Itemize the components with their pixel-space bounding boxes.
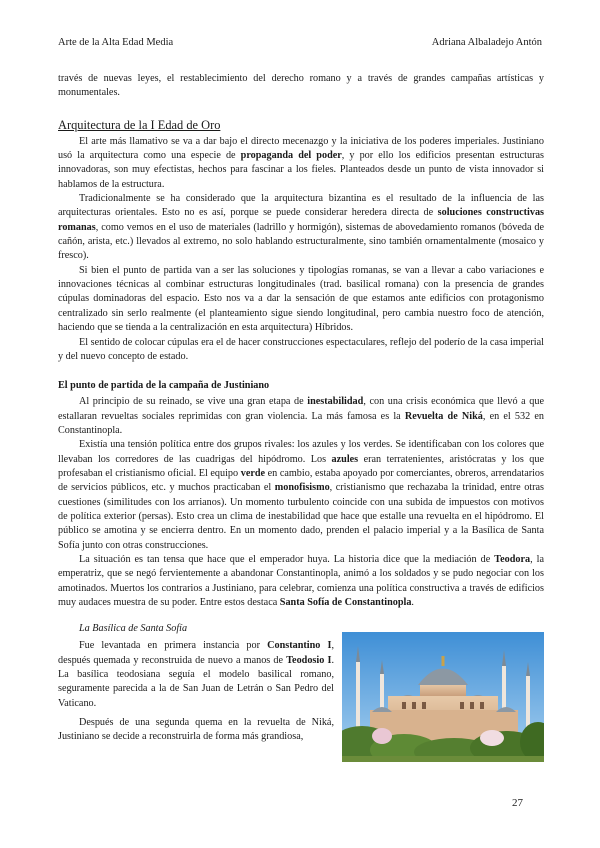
paragraph: El sentido de colocar cúpulas era el de hacer construcciones espectaculares, reflejo del poderío de la casa imperial y del nuevo concepto de estado. bbox=[58, 336, 544, 362]
page-header bbox=[58, 37, 542, 53]
document-body bbox=[58, 72, 544, 745]
header-author: Adriana Albaladejo Antón bbox=[431, 37, 542, 48]
intro-paragraph: través de nuevas leyes, el restablecimiento del derecho romano y a través de grandes campañas artísticas y monumentales. bbox=[58, 73, 544, 99]
bold-term: Revuelta de Niká bbox=[404, 410, 483, 422]
bold-term: Santa Sofía de Constantinopla bbox=[279, 597, 412, 608]
paragraph: Tradicionalmente se ha considerado que la arquitectura bizantina es el resultado de la influencia de las arquitecturas orientales. Esto no es así, porque se puede considerar heredera directa de soluciones constructivas romanas, como vemos en el uso de materiales (ladrillo y hormigón), sistemas de abovedamiento romanos (bóveda de cañón, arista, etc.) llevados al extremo, no solo hablando estructuralmente, sino también ornamentalmente (mosaico y fresco). bbox=[58, 193, 545, 262]
paragraph: Fue levantada en primera instancia por Constantino I, después quemada y reconstruida de nuevo a manos de Teodosio I. La basílica teodosiana seguía el modelo basilical romano, seguramente parecida a la de San Juan de Letrán o San Pedro del Vaticano. bbox=[58, 640, 335, 709]
page-number: 27 bbox=[512, 797, 523, 809]
paragraph: La situación es tan tensa que hace que el emperador huya. La historia dice que la mediación de Teodora, la emperatriz, que se negó fervientemente a abandonar Constantinopla, animó a los soldados y se pudo negociar con los amotinados. Muertos los contrarios a Justiniano, para celebrar, comienza una política constructiva a través de edificios muy audaces muestra de su poder. Entre estos destaca Santa Sofía de Constantinopla. bbox=[58, 553, 544, 608]
section-heading-santa-sofia: La Basílica de Santa Sofía bbox=[79, 623, 188, 635]
section-heading-justinian: El punto de partida de la campaña de Justiniano bbox=[58, 380, 270, 392]
bold-term: soluciones constructivas romanas bbox=[58, 207, 545, 233]
bold-term: Teodora bbox=[494, 553, 531, 565]
paragraph: Si bien el punto de partida van a ser las soluciones y tipologías romanas, se van a llevar a cabo variaciones e innovaciones técnicas al combinar estructuras longitudinales (trad. basilical romana) con la presencia de grandes cúpulas dominadoras del espacio. Esto nos va a dar la sensación de que estamos ante edificios con protagonismo centralizado sin serlo realmente (el planteamiento sigue siendo longitudinal, pero cambia nuestro foco de atención, haciendo que se tienda a la centralización en esta arquitectura) Híbridos. bbox=[58, 264, 544, 334]
santa-sofia-section bbox=[58, 622, 544, 744]
bold-term: monofisismo bbox=[274, 482, 330, 494]
bold-term: propaganda del poder bbox=[240, 150, 342, 162]
bold-term: verde bbox=[240, 467, 266, 479]
bold-term: Teodosio I bbox=[286, 654, 332, 666]
header-course-title: Arte de la Alta Edad Media bbox=[58, 37, 174, 48]
bold-term: azules bbox=[331, 453, 359, 465]
bold-term: Constantino I bbox=[267, 640, 332, 652]
paragraph: Después de una segunda quema en la revuelta de Niká, Justiniano se decide a reconstruirla de forma más grandiosa, bbox=[58, 717, 334, 743]
paragraph: Al principio de su reinado, se vive una gran etapa de inestabilidad, con una crisis económica que llevó a que estallaran revueltas sociales reprimidas con gran violencia. La más famosa es la Revuelta de Niká, en el 532 en Constantinopla. bbox=[58, 396, 544, 436]
paragraph: El arte más llamativo se va a dar bajo el directo mecenazgo y la iniciativa de los poderes imperiales. Justiniano usó la arquitectura como una especie de propaganda del poder, y por ello los edificios presentan estructuras innovadoras, son muy efectistas, hechos para fascinar a los fieles. Planteados desde un punto de vista innovador si hablamos de la estructura. bbox=[58, 135, 544, 190]
paragraph: Existía una tensión política entre dos grupos rivales: los azules y los verdes. Se identificaban con los colores que llevaban los corredores de las cuadrigas del hipódromo. Los azules eran terratenientes, aristócratas y los que profesaban el cristianismo oficial. El equipo verde en cambio, estaba apoyado por comerciantes, obreros, arrendatarios de servicios públicos, etc. y muchos practicaban el monofisismo, cristianismo que rechazaba la trinidad, entre otras cuestiones (similitudes con los arrianos). Un momento turbulento coincide con una subida de impuestos con motivos de política exterior (persas). Esto crea un clima de inestabilidad que hace que estalle una revuelta en el hipódromo. El público se amotina y se encierra dentro. En un momento dado, prenden el palacio imperial y a la Basílica de Santa Sofía junto con otras construcciones. bbox=[58, 439, 544, 551]
bold-term: inestabilidad bbox=[307, 396, 364, 408]
section-heading-architecture: Arquitectura de la I Edad de Oro bbox=[58, 117, 221, 132]
hagia-sophia-photo bbox=[342, 632, 544, 762]
